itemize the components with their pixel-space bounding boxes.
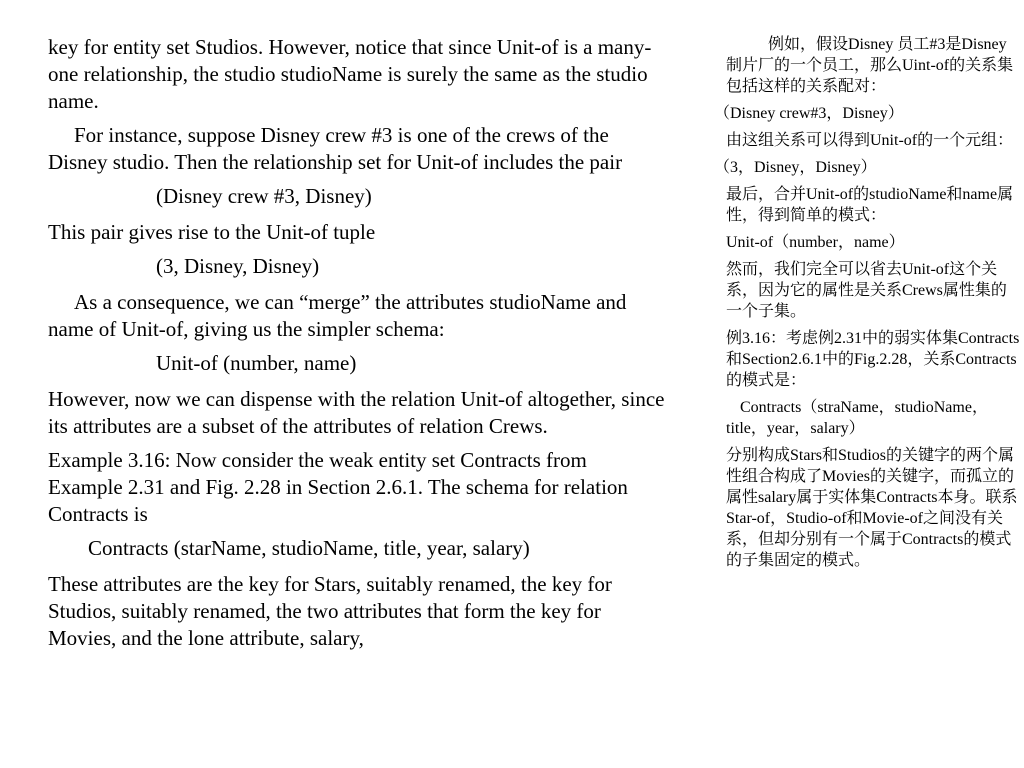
chinese-paragraph-3: 最后，合并Unit-of的studioName和name属性，得到简单的模式： — [726, 186, 1014, 224]
chinese-paragraph-6: 分别构成Stars和Studios的关键字的两个属性组合构成了Movies的关键字，而孤立的属性salary属于实体集Contracts本身。联系Star-of，Studio-of和Movie-of之间没有关系，但却分别有一个属于Contracts的模式的子集固定的模式。 — [726, 447, 1018, 569]
english-contracts-line: Contracts (starName, studioName, title, year, salary) — [88, 536, 530, 560]
english-paragraph-6: Example 3.16: Now consider the weak entity set Contracts from Example 2.31 and Fig. 2.28 in Section 2.6.1. The schema for relation Contracts is — [48, 448, 628, 526]
english-paragraph-5: However, now we can dispense with the relation Unit-of altogether, since its attributes are a subset of the attributes of relation Crews. — [48, 387, 665, 438]
english-pair-line: (Disney crew #3, Disney) — [156, 184, 372, 208]
chinese-pair-line: （Disney crew#3，Disney） — [714, 105, 904, 122]
english-paragraph-7: These attributes are the key for Stars, suitably renamed, the key for Studios, suitably renamed, the two attributes that form the key for Movies, and the lone attribute, salary, — [48, 572, 612, 650]
chinese-column — [714, 34, 1024, 577]
chinese-schema-line: Unit-of（number，name） — [726, 234, 905, 251]
english-tuple-line: (3, Disney, Disney) — [156, 254, 320, 278]
english-paragraph-1: key for entity set Studios. However, notice that since Unit-of is a many-one relationship, the studio studioName is surely the same as the studio name. — [48, 35, 652, 113]
english-paragraph-2: For instance, suppose Disney crew #3 is one of the crews of the Disney studio. Then the relationship set for Unit-of includes the pair — [48, 123, 623, 174]
chinese-paragraph-5: 例3.16：考虑例2.31中的弱实体集Contracts和Section2.6.1中的Fig.2.28，关系Contracts的模式是： — [726, 330, 1020, 389]
english-paragraph-3: This pair gives rise to the Unit-of tuple — [48, 220, 376, 244]
chinese-paragraph-4: 然而，我们完全可以省去Unit-of这个关系，因为它的属性是关系Crews属性集的一个子集。 — [726, 261, 1007, 320]
english-paragraph-4: As a consequence, we can “merge” the attributes studioName and name of Unit-of, giving us the simpler schema: — [48, 290, 627, 341]
english-schema-line: Unit-of (number, name) — [156, 351, 357, 375]
english-column — [48, 34, 666, 659]
chinese-tuple-line: （3，Disney，Disney） — [714, 159, 877, 176]
chinese-paragraph-2: 由这组关系可以得到Unit-of的一个元组： — [726, 132, 1014, 149]
chinese-paragraph-1: 例如，假设Disney 员工#3是Disney制片厂的一个员工，那么Uint-of的关系集包括这样的关系配对： — [726, 36, 1014, 95]
chinese-contracts-line: Contracts（straName，studioName，title，year，salary） — [726, 399, 988, 437]
